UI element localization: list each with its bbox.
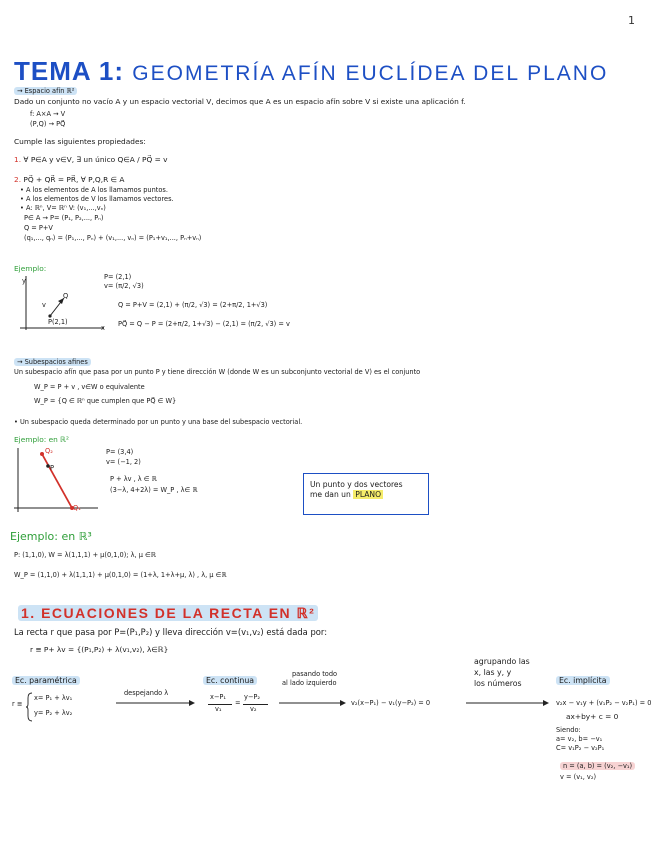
section-label-affine [14, 87, 77, 95]
impl-siendo: Siendo: [556, 726, 581, 734]
example2-line1: P + λv , λ ∈ ℝ [110, 475, 157, 483]
arrow2 [279, 699, 347, 707]
affine-intro: Dado un conjunto no vacío A y un espacio vectorial V, decimos que A es un espacio afín sobre V si existe una aplicación f. [14, 97, 466, 106]
impl-director: v = (v₁, v₂) [560, 773, 597, 781]
property-2 [14, 175, 124, 184]
cont-label-wrap [203, 676, 257, 685]
note-line2 [310, 490, 403, 500]
impl-normal-wrap [560, 762, 635, 770]
affine-line4: P∈ A → P= (P₁, P₂,..., Pₙ) [24, 214, 104, 222]
example2-v: v= (−1, 2) [106, 458, 141, 466]
cont-fraction-bars [208, 703, 270, 706]
arrow3 [466, 699, 550, 707]
graph1-v-label: v [42, 301, 46, 309]
subspaces-note: • Un subespacio queda determinado por un punto y una base del subespacio vectorial. [14, 418, 303, 426]
example1-graph [14, 272, 110, 338]
title-number: TEMA 1: [14, 56, 125, 86]
cont-label: Ec. continua [203, 676, 257, 685]
intermediate-eq: v₂(x−P₁) − v₁(y−P₂) = 0 [351, 699, 431, 707]
lines-intro: La recta r que pasa por P=(P₁,P₂) y lleva dirección v=(v₁,v₂) está dada por: [14, 627, 328, 637]
property-1 [14, 155, 168, 164]
prop2-text: PQ⃗ + QR⃗ = PR⃗, ∀ P,Q,R ∈ A [23, 175, 125, 184]
bullet-3: • A: ℝⁿ, V= ℝⁿ V: (v₁,...,vₙ) [20, 204, 106, 212]
arrow2-line1: pasando todo [292, 670, 338, 678]
param-label: Ec. paramétrica [12, 676, 80, 685]
example2-p: P= (3,4) [106, 448, 134, 456]
impl-eq: ax+by+ c = 0 [566, 712, 619, 721]
param-x: x= P₁ + λv₁ [34, 694, 73, 702]
cont-x-den: v₁ [215, 705, 222, 713]
affine-map1: f: A×A → V [30, 110, 66, 118]
impl-expand: v₂x − v₁y + (v₁P₂ − v₂P₁) = 0 [556, 699, 652, 707]
affine-line6: (q₁,..., qₙ) = (P₁,..., Pₙ) + (v₁,..., vₙ) = (P₁+v₁,..., Pₙ+vₙ) [24, 234, 202, 242]
title-text: GEOMETRÍA AFÍN EUCLÍDEA DEL PLANO [132, 62, 609, 85]
cont-eq: = [235, 699, 241, 707]
example3-label: Ejemplo: en ℝ³ [10, 530, 92, 543]
note-plano: PLANO [355, 490, 382, 499]
graph1-p-label: P(2,1) [48, 318, 68, 326]
impl-coef2: C= v₁P₂ − v₂P₁ [556, 744, 605, 752]
impl-label-wrap [556, 676, 610, 685]
note-line2-pre: me dan un [310, 490, 351, 499]
subspaces-def1: W_P = P + v , v∈W o equivalente [34, 383, 145, 391]
arrow2-line2: al lado izquierdo [282, 679, 337, 687]
param-brace [25, 692, 33, 722]
bullet-1: • A los elementos de A los llamamos puntos. [20, 186, 168, 194]
arrow3-line1: agrupando las [474, 657, 530, 666]
note-box-text [310, 480, 403, 500]
example2-graph [12, 446, 102, 514]
graph2-q2-label: Q₂ [45, 447, 53, 455]
impl-label: Ec. implícita [556, 676, 610, 685]
properties-intro: Cumple las siguientes propiedades: [14, 137, 146, 146]
affine-line5: Q = P+V [24, 224, 53, 232]
example1-v: v= (π/2, √3) [104, 282, 144, 290]
cont-y-num: y−P₂ [244, 693, 261, 701]
arrow3-line2: x, las y, y [474, 668, 512, 677]
section-label-subspaces [14, 358, 91, 366]
prop2-num: 2. [14, 175, 22, 184]
arrow1-label: despejando λ [124, 689, 169, 697]
note-line1: Un punto y dos vectores [310, 480, 403, 489]
graph1-q-label: Q [63, 292, 69, 300]
param-r: r ≡ [12, 700, 23, 708]
graph2-p-label: P [50, 464, 54, 472]
impl-coef1: a= v₂, b= −v₁ [556, 735, 603, 743]
bullet-2: • A los elementos de V los llamamos vectores. [20, 195, 174, 203]
example1-label: Ejemplo: [14, 264, 47, 273]
example1-pq: PQ⃗ = Q − P = (2+π/2, 1+√3) − (2,1) = (π/2, √3) = v [118, 320, 290, 328]
lines-heading: 1. ECUACIONES DE LA RECTA EN ℝ² [18, 605, 318, 621]
arrow3-line3: los números [474, 679, 522, 688]
lines-vector-eq: r ≡ P+ λv = {(P₁,P₂) + λ(v₁,v₂), λ∈ℝ} [30, 645, 169, 654]
example2-label: Ejemplo: en ℝ² [14, 435, 69, 444]
subspaces-def2: W_P = {Q ∈ ℝⁿ que cumplen que PQ⃗ ∈ W} [34, 397, 177, 405]
page-title [14, 56, 608, 87]
subspaces-label: → Subespacios afines [14, 358, 91, 366]
graph2-q1-label: Q₁ [73, 504, 81, 512]
cont-y-den: v₂ [250, 705, 257, 713]
subspaces-intro: Un subespacio afín que pasa por un punto P y tiene dirección W (donde W es un subconjunto vectorial de V) es el conjunto [14, 368, 421, 376]
cont-x-num: x−P₁ [210, 693, 227, 701]
prop1-text: ∀ P∈A y v∈V, ∃ un único Q∈A / PQ⃗ = v [23, 155, 168, 164]
arrow1 [116, 699, 196, 707]
affine-map2: (P,Q) → PQ⃗ [30, 120, 66, 128]
example1-p: P= (2,1) [104, 273, 132, 281]
graph1-axis-x: x [101, 324, 105, 332]
example1-q: Q = P+V = (2,1) + (π/2, √3) = (2+π/2, 1+√3) [118, 301, 268, 309]
section-heading-lines [18, 605, 318, 622]
example3-line2: W_P = (1,1,0) + λ(1,1,1) + μ(0,1,0) = (1+λ, 1+λ+μ, λ) , λ, μ ∈ℝ [14, 571, 227, 579]
page-number: 1 [628, 14, 635, 27]
param-label-wrap [12, 676, 80, 685]
graph1-axis-y: y [22, 277, 26, 285]
param-y: y= P₂ + λv₂ [34, 709, 73, 717]
example2-line2: (3−λ, 4+2λ) = W_P , λ∈ ℝ [110, 486, 198, 494]
example3-line1: P: (1,1,0), W = λ(1,1,1) + μ(0,1,0); λ, μ ∈ℝ [14, 551, 156, 559]
affine-label: → Espacio afín ℝ² [14, 87, 77, 95]
prop1-num: 1. [14, 155, 22, 164]
impl-normal: n = (a, b) = (v₂, −v₁) [560, 762, 635, 770]
